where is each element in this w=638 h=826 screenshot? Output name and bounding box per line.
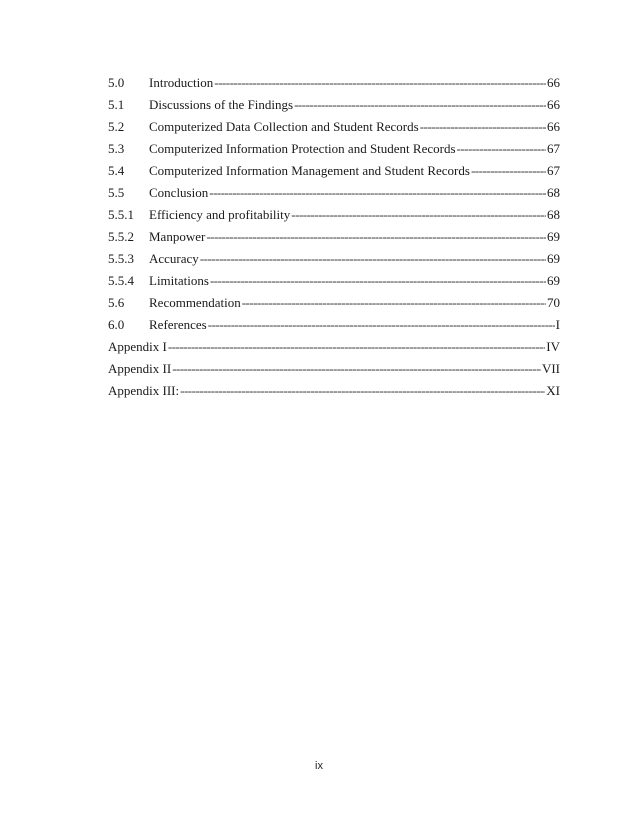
toc-entry-title: Manpower bbox=[149, 229, 206, 244]
toc-entry-title: References bbox=[149, 317, 207, 332]
toc-leader-dashes bbox=[208, 314, 555, 336]
toc-leader-dashes bbox=[206, 226, 546, 248]
toc-appendix-entry bbox=[108, 336, 560, 358]
toc-entry-number: 5.4 bbox=[108, 163, 125, 178]
toc-leader-dashes bbox=[180, 380, 545, 402]
toc-entry bbox=[108, 314, 560, 336]
toc-entry-title: Computerized Data Collection and Student Records bbox=[149, 119, 419, 134]
toc-appendix-page: IV bbox=[546, 339, 560, 354]
toc-entry-page: 66 bbox=[547, 119, 560, 134]
toc-leader-dashes bbox=[209, 182, 546, 204]
toc-entry-number: 5.5.4 bbox=[108, 273, 134, 288]
toc-entry-number: 5.3 bbox=[108, 141, 125, 156]
toc-appendix-title: Appendix I bbox=[108, 339, 167, 354]
toc-entry bbox=[108, 292, 560, 314]
toc-appendix-title: Appendix II bbox=[108, 361, 172, 376]
toc-leader-dashes bbox=[242, 292, 546, 314]
toc-entry-page: 69 bbox=[547, 229, 560, 244]
toc-entry-number: 5.2 bbox=[108, 119, 125, 134]
table-of-contents bbox=[108, 72, 560, 402]
toc-entry-page: 68 bbox=[547, 185, 560, 200]
toc-entry-page: I bbox=[555, 317, 560, 332]
toc-entry-page: 66 bbox=[547, 75, 560, 90]
toc-entry bbox=[108, 72, 560, 94]
toc-leader-dashes bbox=[172, 358, 541, 380]
toc-entry-title: Limitations bbox=[149, 273, 209, 288]
toc-appendix-page: VII bbox=[541, 361, 560, 376]
toc-appendix-title: Appendix III: bbox=[108, 383, 180, 398]
toc-entry bbox=[108, 94, 560, 116]
toc-entry bbox=[108, 160, 560, 182]
toc-entry bbox=[108, 182, 560, 204]
toc-entry-page: 66 bbox=[547, 97, 560, 112]
toc-entry-title: Computerized Information Management and Student Records bbox=[149, 163, 470, 178]
toc-leader-dashes bbox=[471, 160, 546, 182]
toc-entry-title: Computerized Information Protection and Student Records bbox=[149, 141, 456, 156]
toc-entry-number: 5.5 bbox=[108, 185, 125, 200]
toc-entry-page: 69 bbox=[547, 251, 560, 266]
toc-entry-title: Recommendation bbox=[149, 295, 241, 310]
toc-entry-number: 5.5.1 bbox=[108, 207, 134, 222]
toc-entry-page: 67 bbox=[547, 163, 560, 178]
toc-entry-page: 70 bbox=[547, 295, 560, 310]
toc-entry-number: 5.5.3 bbox=[108, 251, 134, 266]
toc-leader-dashes bbox=[457, 138, 546, 160]
toc-entry bbox=[108, 248, 560, 270]
toc-entry-number: 6.0 bbox=[108, 317, 125, 332]
toc-entry bbox=[108, 226, 560, 248]
toc-appendix-entry bbox=[108, 380, 560, 402]
toc-leader-dashes bbox=[291, 204, 546, 226]
toc-entry bbox=[108, 116, 560, 138]
toc-leader-dashes bbox=[214, 72, 546, 94]
toc-leader-dashes bbox=[210, 270, 546, 292]
toc-entry-number: 5.6 bbox=[108, 295, 125, 310]
toc-leader-dashes bbox=[420, 116, 546, 138]
toc-leader-dashes bbox=[294, 94, 546, 116]
toc-entry-title: Discussions of the Findings bbox=[149, 97, 294, 112]
toc-entry-page: 68 bbox=[547, 207, 560, 222]
toc-appendix-entry bbox=[108, 358, 560, 380]
toc-entry-page: 67 bbox=[547, 141, 560, 156]
toc-entry-number: 5.0 bbox=[108, 75, 125, 90]
toc-entry bbox=[108, 270, 560, 292]
toc-entry-title: Conclusion bbox=[149, 185, 209, 200]
toc-entry bbox=[108, 138, 560, 160]
toc-entry-title: Introduction bbox=[149, 75, 214, 90]
toc-leader-dashes bbox=[168, 336, 545, 358]
toc-appendix-page: XI bbox=[546, 383, 560, 398]
toc-entry-title: Efficiency and profitability bbox=[149, 207, 291, 222]
toc-leader-dashes bbox=[200, 248, 546, 270]
toc-entry-number: 5.1 bbox=[108, 97, 125, 112]
page-number: ix bbox=[315, 760, 323, 772]
toc-entry-title: Accuracy bbox=[149, 251, 199, 266]
toc-entry-page: 69 bbox=[547, 273, 560, 288]
toc-entry-number: 5.5.2 bbox=[108, 229, 134, 244]
toc-entry bbox=[108, 204, 560, 226]
